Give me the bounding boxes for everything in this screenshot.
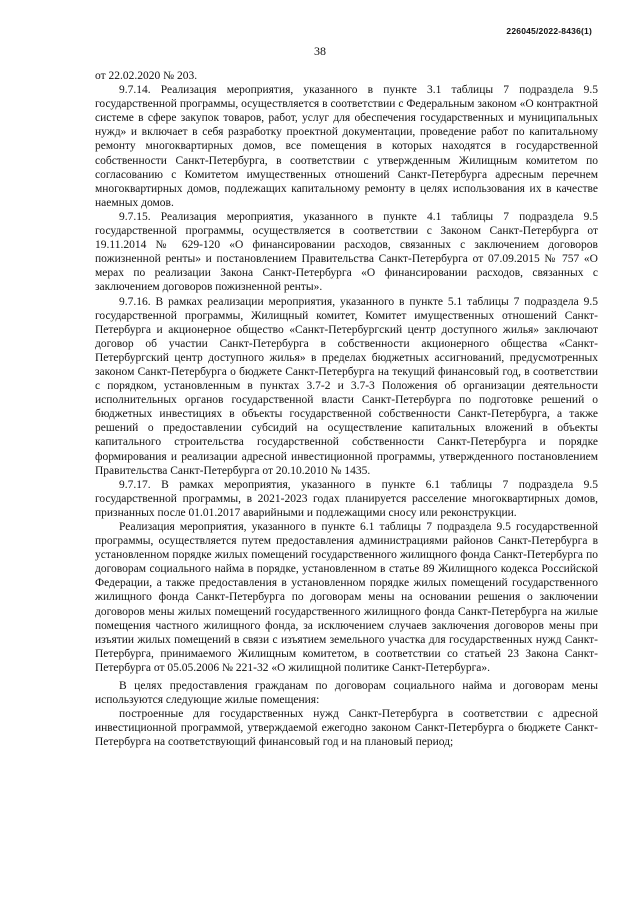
paragraph-9-7-16: 9.7.16. В рамках реализации мероприятия, указанного в пункте 5.1 таблицы 7 подраздела 9.5 государственной программы, Жилищный комитет, Комитет имущественных отношений Санкт-Петербурга и акционерное общество «Санкт-Петербургский центр доступного жилья» заключают договор об участии Санкт-Петербурга в собственности акционерного общества «Санкт-Петербургский центр доступного жилья» в пределах бюджетных ассигнований, предусмотренных законом Санкт-Петербурга о бюджете Санкт-Петербурга на текущий финансовый год, в соответствии с порядком, установленным в пунктах 3.7-2 и 3.7-3 Положения об организации деятельности исполнительных органов государственной власти Санкт-Петербурга по подготовке решений о бюджетных инвестициях в объекты государственной собственности Санкт-Петербурга, а также решений о предоставлении субсидий на осуществление капитальных вложений в объекты капитального строительства государственной собственности Санкт-Петербурга и порядке формирования и реализации адресной инвестиционной программы, утвержденного постановлением Правительства Санкт-Петербурга от 20.10.2010 № 1435. bbox=[95, 295, 598, 477]
paragraph-implementation: Реализация мероприятия, указанного в пункте 6.1 таблицы 7 подраздела 9.5 государственной программы, осуществляется путем предоставления администрациями районов Санкт-Петербурга в установленном порядке жилых помещений государственного жилищного фонда Санкт-Петербурга по договорам социального найма в порядке, установленном в статье 89 Жилищного кодекса Российской Федерации, а также предоставления в установленном порядке жилых помещений государственного жилищного фонда Санкт-Петербурга по договорам мены на основании решения о заключении договоров мены жилых помещений государственного жилищного фонда Санкт-Петербурга на жилые помещения частного жилищного фонда, за исключением случаев заключения договоров мены при изъятии жилых помещений в связи с изъятием земельного участка для государственных нужд Санкт-Петербурга, принимаемого Жилищным комитетом, в соответствии со статьей 23 Закона Санкт-Петербурга от 05.05.2006 № 221-32 «О жилищной политике Санкт-Петербурга». bbox=[95, 521, 598, 674]
document-body bbox=[95, 69, 598, 750]
paragraph-premises-intro: В целях предоставления гражданам по договорам социального найма и договорам мены используются следующие жилые помещения: bbox=[95, 680, 598, 707]
paragraph-premises-item: построенные для государственных нужд Санкт-Петербурга в соответствии с адресной инвестиционной программой, утверждаемой ежегодно законом Санкт-Петербурга о бюджете Санкт-Петербурга на соответствующий финансовый год и на плановый период; bbox=[95, 708, 598, 749]
page-number: 38 bbox=[314, 44, 326, 58]
paragraph-9-7-15: 9.7.15. Реализация мероприятия, указанного в пункте 4.1 таблицы 7 подраздела 9.5 государственной программы, осуществляется в соответствии с Законом Санкт-Петербурга от 19.11.2014 № 629-120 «О финансировании расходов, связанных с заключением договоров пожизненной ренты» и постановлением Правительства Санкт-Петербурга от 07.09.2015 № 757 «О мерах по реализации Закона Санкт-Петербурга «О финансировании расходов, связанных с заключением договоров пожизненной ренты». bbox=[95, 210, 598, 294]
paragraph-9-7-17: 9.7.17. В рамках мероприятия, указанного в пункте 6.1 таблицы 7 подраздела 9.5 государственной программы, в 2021-2023 годах планируется расселение многоквартирных домов, признанных после 01.01.2017 аварийными и подлежащими сносу или реконструкции. bbox=[95, 478, 598, 519]
paragraph-9-7-14: 9.7.14. Реализация мероприятия, указанного в пункте 3.1 таблицы 7 подраздела 9.5 государственной программы, осуществляется в соответствии с Федеральным законом «О контрактной системе в сфере закупок товаров, работ, услуг для обеспечения государственных и муниципальных нужд» и включает в себя разработку проектной документации, проведение работ по капитальному ремонту многоквартирных домов, все помещения в которых находятся в государственной собственности Санкт-Петербурга, в соответствии с утвержденным Жилищным комитетом по согласованию с Комитетом имущественных отношений Санкт-Петербурга адресным перечнем многоквартирных домов, подлежащих капитальному ремонту в целях использования их в качестве наемных домов. bbox=[95, 84, 598, 209]
paragraph-continuation: от 22.02.2020 № 203. bbox=[95, 70, 198, 82]
registration-number: 226045/2022-8436(1) bbox=[506, 26, 592, 36]
